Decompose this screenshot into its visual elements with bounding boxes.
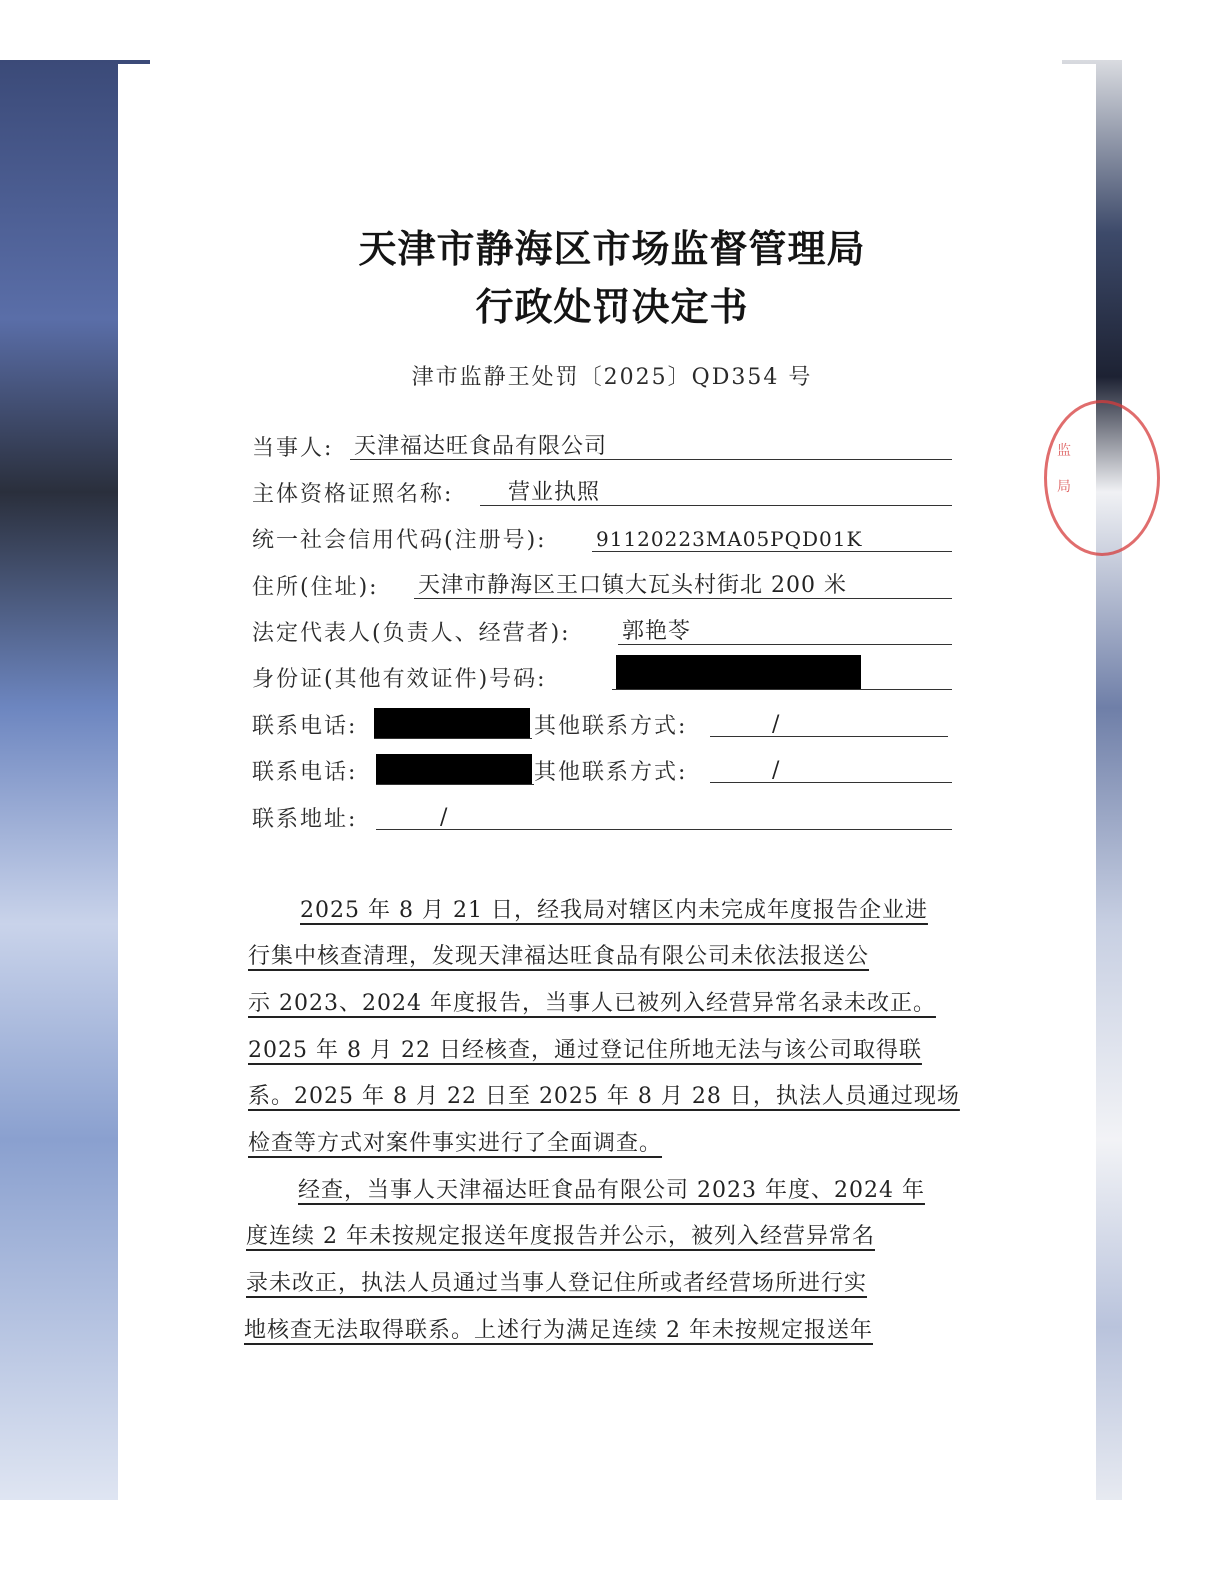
license-underline bbox=[480, 505, 952, 506]
body-line: 2025 年 8 月 21 日，经我局对辖区内未完成年度报告企业进 bbox=[300, 898, 928, 923]
body-line: 录未改正，执法人员通过当事人登记住所或者经营场所进行实 bbox=[246, 1271, 868, 1296]
contact-address-label: 联系地址: bbox=[252, 807, 358, 832]
credit-code-value: 91120223MA05PQD01K bbox=[596, 527, 863, 551]
license-label: 主体资格证照名称: bbox=[252, 482, 454, 507]
document-title-type: 行政处罚决定书 bbox=[475, 284, 749, 329]
body-line: 地核查无法取得联系。上述行为满足连续 2 年未按规定报送年 bbox=[244, 1318, 873, 1343]
contact-address-value: / bbox=[440, 805, 449, 830]
credit-code-underline bbox=[592, 551, 952, 552]
legal-rep-underline bbox=[618, 644, 952, 645]
phone-1-label: 联系电话: bbox=[252, 714, 358, 739]
license-value: 营业执照 bbox=[508, 480, 601, 505]
phone-2-redaction bbox=[376, 754, 532, 784]
body-line: 度连续 2 年未按规定报送年度报告并公示，被列入经营异常名 bbox=[246, 1224, 875, 1249]
party-value: 天津福达旺食品有限公司 bbox=[354, 434, 608, 459]
legal-rep-label: 法定代表人(负责人、经营者): bbox=[252, 621, 571, 646]
other-contact-2-value: / bbox=[772, 758, 781, 783]
address-underline bbox=[414, 598, 952, 599]
other-contact-1-label: 其他联系方式: bbox=[534, 714, 688, 739]
contact-address-underline bbox=[376, 829, 952, 830]
other-contact-1-underline bbox=[710, 736, 948, 737]
body-line: 行集中核查清理，发现天津福达旺食品有限公司未依法报送公 bbox=[248, 944, 870, 969]
other-contact-1-value: / bbox=[772, 712, 781, 737]
seal-char: 监 bbox=[1057, 443, 1071, 459]
party-underline bbox=[350, 459, 952, 460]
document-title-agency: 天津市静海区市场监督管理局 bbox=[358, 226, 866, 271]
body-line: 经查，当事人天津福达旺食品有限公司 2023 年度、2024 年 bbox=[298, 1178, 925, 1203]
body-line: 2025 年 8 月 22 日经核查，通过登记住所地无法与该公司取得联 bbox=[248, 1038, 922, 1063]
seal-char: 局 bbox=[1057, 479, 1071, 495]
body-line: 示 2023、2024 年度报告，当事人已被列入经营异常名录未改正。 bbox=[248, 991, 936, 1016]
other-contact-2-label: 其他联系方式: bbox=[534, 760, 688, 785]
body-line: 系。2025 年 8 月 22 日至 2025 年 8 月 28 日，执法人员通过现场 bbox=[248, 1084, 960, 1109]
phone-1-redaction bbox=[374, 708, 530, 738]
legal-rep-value: 郭艳苓 bbox=[622, 619, 692, 644]
other-contact-2-underline bbox=[710, 782, 952, 783]
credit-code-label: 统一社会信用代码(注册号): bbox=[252, 528, 547, 553]
party-label: 当事人: bbox=[252, 436, 334, 461]
phone-2-label: 联系电话: bbox=[252, 760, 358, 785]
phone-1-underline bbox=[374, 738, 532, 739]
id-number-redaction bbox=[616, 655, 861, 689]
id-number-label: 身份证(其他有效证件)号码: bbox=[252, 667, 547, 692]
document-number: 津市监静王处罚〔2025〕QD354 号 bbox=[411, 365, 813, 390]
address-value: 天津市静海区王口镇大瓦头村街北 200 米 bbox=[418, 573, 847, 598]
body-line: 检查等方式对案件事实进行了全面调查。 bbox=[248, 1131, 663, 1156]
red-seal-stamp bbox=[1044, 400, 1160, 556]
id-number-underline bbox=[612, 689, 952, 690]
phone-2-underline bbox=[376, 784, 534, 785]
address-label: 住所(住址): bbox=[252, 575, 379, 600]
